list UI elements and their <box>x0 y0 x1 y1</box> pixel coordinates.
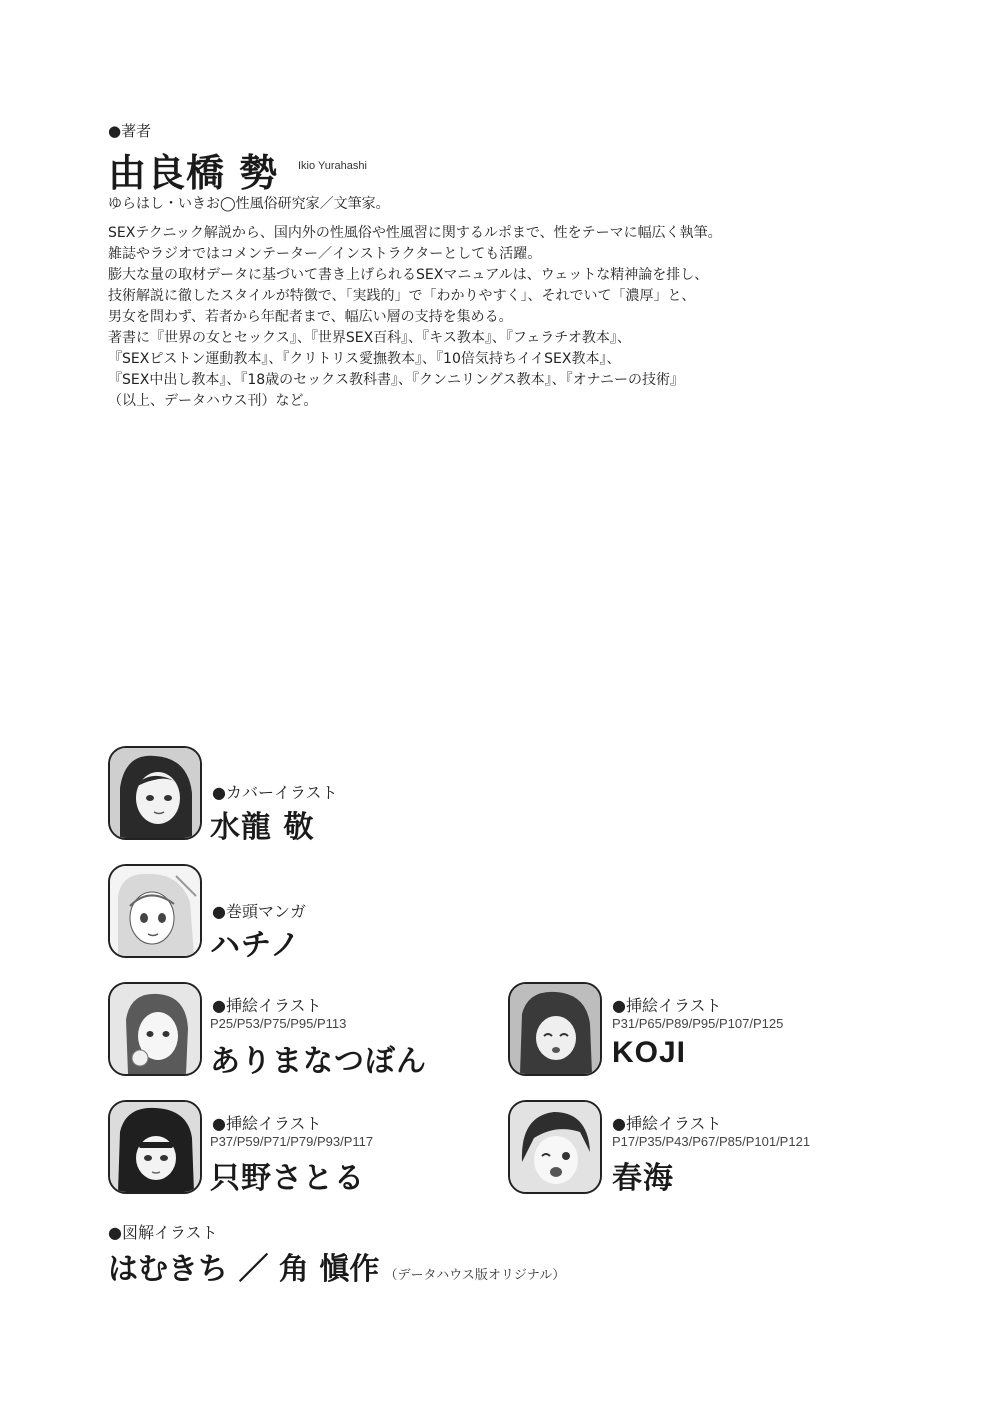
bio-line: ゆらはし・いきお◯性風俗研究家／文筆家。 <box>108 196 390 212</box>
illustrator-name: 水龍 敬 <box>210 810 315 845</box>
bio-line: 『SEX中出し教本』、『18歳のセックス教科書』、『クンニリングス教本』、『オナニーの技術』 <box>108 372 685 388</box>
diagram-note: （データハウス版オリジナル） <box>384 1268 566 1283</box>
illustrator-name: 春海 <box>612 1161 674 1196</box>
illustrator-pages: P37/P59/P71/P79/P93/P117 <box>210 1134 374 1149</box>
illustrator-role: ●挿絵イラスト <box>212 1114 322 1133</box>
bio-line: 技術解説に徹したスタイルが特徴で、「実践的」で「わかりやすく」、それでいて「濃厚」と、 <box>108 288 696 304</box>
illustrator-role: ●巻頭マンガ <box>212 902 306 921</box>
author-bio <box>108 194 828 412</box>
illustrator-avatar <box>508 982 602 1076</box>
bio-line: 雑誌やラジオではコメンテーター／インストラクターとしても活躍。 <box>108 246 542 262</box>
author-name: 由良橋 勢 <box>108 151 279 195</box>
illustrator-avatar <box>108 746 202 840</box>
illustrator-pages: P31/P65/P89/P95/P107/P125 <box>612 1016 784 1031</box>
illustrator-avatar <box>108 864 202 958</box>
illustrator-avatar <box>108 982 202 1076</box>
illustrator-pages: P25/P53/P75/P95/P113 <box>210 1016 347 1031</box>
illustrator-role: ●カバーイラスト <box>212 783 338 802</box>
illustrator-avatar <box>108 1100 202 1194</box>
author-romaji: Ikio Yurahashi <box>298 160 367 172</box>
illustrator-avatar <box>508 1100 602 1194</box>
illustrator-name: ハチノ <box>210 928 301 963</box>
bio-line: 膨大な量の取材データに基づいて書き上げられるSEXマニュアルは、ウェットな精神論を排し、 <box>108 267 709 283</box>
illustrator-pages: P17/P35/P43/P67/P85/P101/P121 <box>612 1134 811 1149</box>
bio-line: 男女を問わず、若者から年配者まで、幅広い層の支持を集める。 <box>108 309 513 325</box>
illustrator-role: ●挿絵イラスト <box>612 996 722 1015</box>
illustrator-name: ありまなつぼん <box>210 1044 427 1079</box>
author-section-label: ●著者 <box>108 122 152 140</box>
bio-line: （以上、データハウス刊）など。 <box>108 393 318 409</box>
illustrator-name: 只野さとる <box>210 1161 365 1196</box>
bio-line: 著書に『世界の女とセックス』、『世界SEX百科』、『キス教本』、『フェラチオ教本』、 <box>108 330 631 346</box>
bio-line: 『SEXピストン運動教本』、『クリトリス愛撫教本』、『10倍気持ちイイSEX教本』、 <box>108 351 621 367</box>
illustrator-name: KOJI <box>612 1036 687 1069</box>
bio-line: SEXテクニック解説から、国内外の性風俗や性風習に関するルポまで、性をテーマに幅広く執筆。 <box>108 225 722 241</box>
illustrator-role: ●挿絵イラスト <box>612 1114 722 1133</box>
diagram-role: ●図解イラスト <box>108 1223 218 1242</box>
illustrator-role: ●挿絵イラスト <box>212 996 322 1015</box>
diagram-credit <box>108 1244 565 1288</box>
diagram-illustrator-names: はむきち ／ 角 愼作 <box>108 1252 380 1287</box>
